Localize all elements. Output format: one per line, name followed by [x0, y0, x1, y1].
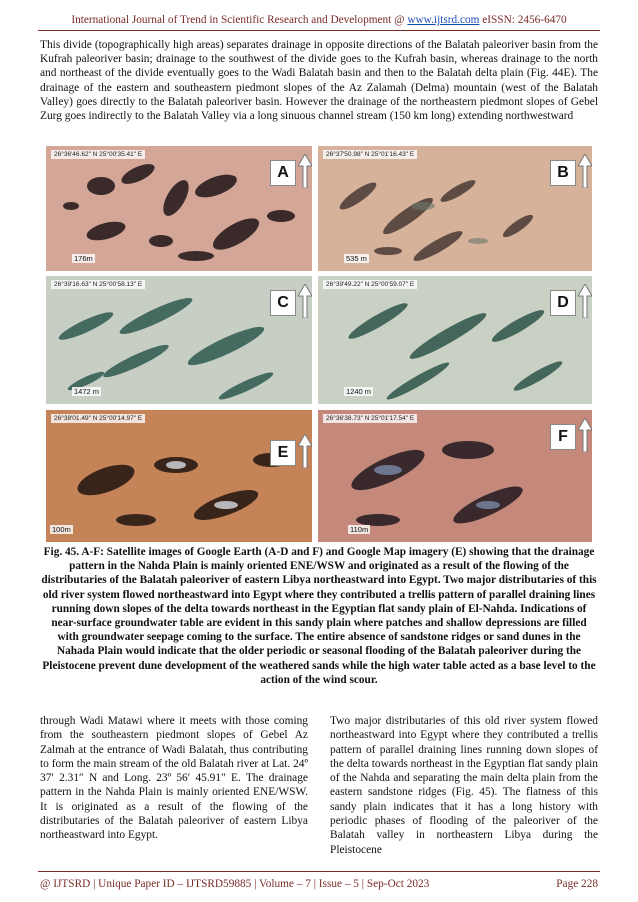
scale-label: 535 m [346, 254, 367, 263]
panel-f [318, 410, 592, 542]
panel-letter: C [270, 290, 296, 316]
footer-rule [38, 871, 600, 872]
panel-letter: D [550, 290, 576, 316]
footer-info: @ IJTSRD | Unique Paper ID – IJTSRD59885 | Volume – 7 | Issue – 5 | Sep-Oct 2023 [40, 878, 430, 890]
scale-label: 110m [350, 525, 369, 534]
panel-a [46, 146, 312, 271]
journal-eissn: eISSN: 2456-6470 [479, 14, 567, 26]
scale-label: 100m [52, 525, 71, 534]
coordinate-label: 26°39'16.63" N 25°00'58.13" E [51, 280, 145, 289]
satellite-image-e [46, 410, 312, 542]
journal-website-link[interactable]: www.ijtsrd.com [407, 14, 480, 26]
scale-label: 176m [74, 254, 93, 263]
page-number: Page 228 [556, 878, 598, 890]
north-arrow-icon [578, 284, 592, 318]
coordinate-label: 26°36'38.73" N 25°01'17.54" E [323, 414, 417, 423]
scale-label: 1240 m [346, 387, 372, 396]
coordinate-label: 26°36'46.62" N 25°00'35.41" E [51, 150, 145, 159]
journal-header [0, 14, 638, 26]
north-arrow-icon [298, 154, 312, 188]
scale-label: 1472 m [74, 387, 100, 396]
header-rule [38, 30, 600, 31]
coordinate-label: 26°38'01.49" N 25°00'14.97" E [51, 414, 145, 423]
panel-letter: E [270, 440, 296, 466]
right-column-text: Two major distributaries of this old river system flowed northeastward into Egypt where they contributed a trellis pattern of parallel draining lines running down slopes of the delta towards northeast in the Egyptian flat sandy plain of the Nahda and separating the main delta plain from the eastern sandstone ridges (Fig. 45). The flatness of this sandy plain indicates that it has a long history with periodic phases of flooding of the paleoriver of the Balatah valley in northeastern Libya during the Pleistocene [330, 715, 598, 856]
figure-caption: Fig. 45. A-F: Satellite images of Google Earth (A-D and F) and Google Map imagery (E) showing that the drainage pattern in the Nahda Plain is mainly oriented ENE/WSW and originated as a result of the flowing of the distributaries of the Balatah paleoriver of eastern Libya northeastward into Egypt. Two major distributaries of this old river system flowed northeastward into Egypt where they contributed a trellis pattern of parallel draining lines running down slopes of the delta towards northeast in the Egyptian flat sandy plain of El-Nahda. Indications of near-surface groundwater table are evident in this sandy plain where patches and shallow depressions are filled with groundwater seepage coming to the surface. The entire absence of sandstone ridges or sand dunes in the Nahada Plain would indicate that the older periodic or seasonal flooding of the Balatah paleoriver during the Pleistocene prevent dune development of the weathered sands while the high water table acted as a base level to the action of the wind scour. [41, 546, 597, 686]
panel-c [46, 276, 312, 404]
panel-d [318, 276, 592, 404]
north-arrow-icon [578, 418, 592, 452]
north-arrow-icon [578, 154, 592, 188]
figure-45 [46, 146, 592, 542]
panel-letter: B [550, 160, 576, 186]
panel-e [46, 410, 312, 542]
intro-paragraph: This divide (topographically high areas) separates drainage in opposite directions of the Balatah paleoriver basin from the Kufrah paleoriver basin; drainage to the southwest of the divide goes to the Kufrah basin, whereas drainage to the north and northeast of the divide eventually goes to the Wadi Balatah basin and then to the Balatah delta plain (Fig. 44E). The drainage of the eastern and southeastern piedmont slopes of the Az Zalamah (Delma) mountain (west of the Balatah Valley) goes directly to the Balatah paleoriver basin. However the drainage of the northeastern piedmont slopes of Gebel Zurg goes indirectly to the Balatah Valley via a long sinuous channel stream (150 km long) extending northwestward [40, 39, 598, 123]
coordinate-label: 26°39'49.22" N 25°00'59.07" E [323, 280, 417, 289]
north-arrow-icon [298, 284, 312, 318]
page-footer [40, 878, 598, 890]
journal-name: International Journal of Trend in Scientific Research and Development @ [71, 14, 408, 26]
coordinate-label: 26°37'50.98" N 25°01'16.43" E [323, 150, 417, 159]
panel-letter: A [270, 160, 296, 186]
north-arrow-icon [298, 434, 312, 468]
panel-letter: F [550, 424, 576, 450]
panel-b [318, 146, 592, 271]
left-column-text: through Wadi Matawi where it meets with those coming from the southeastern piedmont slopes of Gebel Az Zalmah at the entrance of Wadi Balatah, thus contributing to form the main stream of the old Balatah river at Lat. 24º 37′ 2.31″ N and Long. 23º 56′ 45.91″ E. The drainage pattern in the Nahda Plain is mainly oriented ENE/WSW. It is originated as a result of the flowing of the distributaries of the Balatah paleoriver of eastern Libya northeastward into Egypt. [40, 715, 308, 842]
